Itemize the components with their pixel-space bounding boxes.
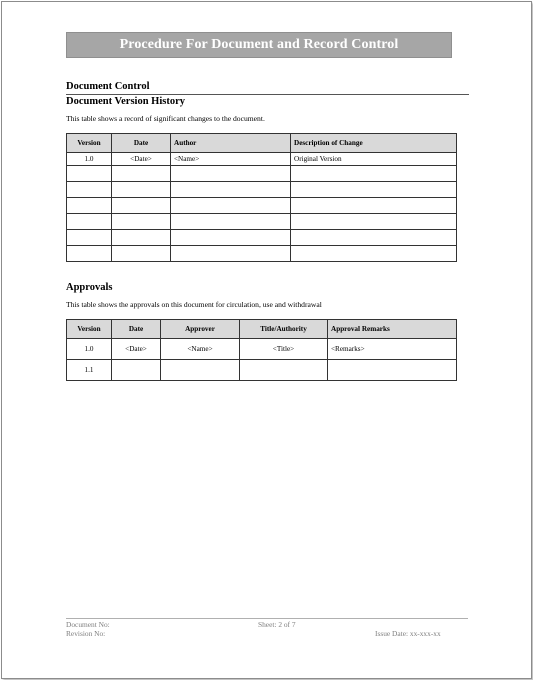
document-control-heading: Document Control: [66, 81, 150, 92]
table-cell: [171, 198, 291, 214]
column-header: Date: [112, 320, 161, 339]
footer-issue-date: Issue Date: xx-xxx-xx: [375, 629, 441, 638]
table-cell: [112, 246, 171, 262]
table-cell: [291, 214, 457, 230]
table-cell: [112, 360, 161, 381]
table-cell: [240, 360, 328, 381]
column-header: Approval Remarks: [328, 320, 457, 339]
table-cell: [171, 214, 291, 230]
table-cell: [112, 230, 171, 246]
footer-sheet: Sheet: 2 of 7: [258, 620, 296, 629]
document-title: Procedure For Document and Record Control: [66, 32, 452, 58]
table-row: [67, 339, 457, 360]
table-cell: <Date>: [112, 153, 171, 166]
footer-rule: [66, 618, 468, 619]
table-cell: [67, 246, 112, 262]
table-cell: [112, 166, 171, 182]
table-cell: [171, 182, 291, 198]
column-header: Description of Change: [291, 134, 457, 153]
column-header: Approver: [161, 320, 240, 339]
version-history-table: [66, 133, 457, 262]
table-row: [67, 230, 457, 246]
table-cell: [171, 166, 291, 182]
approvals-table: [66, 319, 457, 381]
table-cell: <Title>: [240, 339, 328, 360]
table-cell: [291, 246, 457, 262]
version-history-description: This table shows a record of significant changes to the document.: [66, 114, 265, 123]
column-header: Title/Authority: [240, 320, 328, 339]
table-cell: [67, 182, 112, 198]
table-cell: <Date>: [112, 339, 161, 360]
table-cell: [67, 230, 112, 246]
table-row: [67, 182, 457, 198]
table-row: [67, 246, 457, 262]
table-cell: [171, 230, 291, 246]
heading-rule: [66, 94, 469, 95]
table-cell: <Name>: [171, 153, 291, 166]
column-header: Author: [171, 134, 291, 153]
table-cell: [161, 360, 240, 381]
table-cell: [171, 246, 291, 262]
table-cell: [67, 214, 112, 230]
table-cell: [112, 198, 171, 214]
table-row: [67, 166, 457, 182]
column-header: Version: [67, 134, 112, 153]
table-cell: [291, 230, 457, 246]
version-history-heading: Document Version History: [66, 96, 185, 107]
table-cell: [291, 198, 457, 214]
table-cell: [112, 214, 171, 230]
table-cell: <Name>: [161, 339, 240, 360]
table-header-row: [67, 134, 457, 153]
table-row: [67, 214, 457, 230]
table-row: [67, 198, 457, 214]
approvals-description: This table shows the approvals on this document for circulation, use and withdrawal: [66, 300, 322, 309]
table-cell: [67, 166, 112, 182]
column-header: Date: [112, 134, 171, 153]
table-cell: Original Version: [291, 153, 457, 166]
table-row: [67, 360, 457, 381]
table-cell: 1.0: [67, 153, 112, 166]
footer-document-no: Document No:: [66, 620, 110, 629]
table-cell: 1.0: [67, 339, 112, 360]
table-cell: [328, 360, 457, 381]
table-row: [67, 153, 457, 166]
column-header: Version: [67, 320, 112, 339]
table-cell: [291, 182, 457, 198]
table-header-row: [67, 320, 457, 339]
footer-revision-no: Revision No:: [66, 629, 106, 638]
table-cell: <Remarks>: [328, 339, 457, 360]
table-cell: [67, 198, 112, 214]
table-cell: [291, 166, 457, 182]
approvals-heading: Approvals: [66, 282, 113, 293]
table-cell: 1.1: [67, 360, 112, 381]
table-cell: [112, 182, 171, 198]
